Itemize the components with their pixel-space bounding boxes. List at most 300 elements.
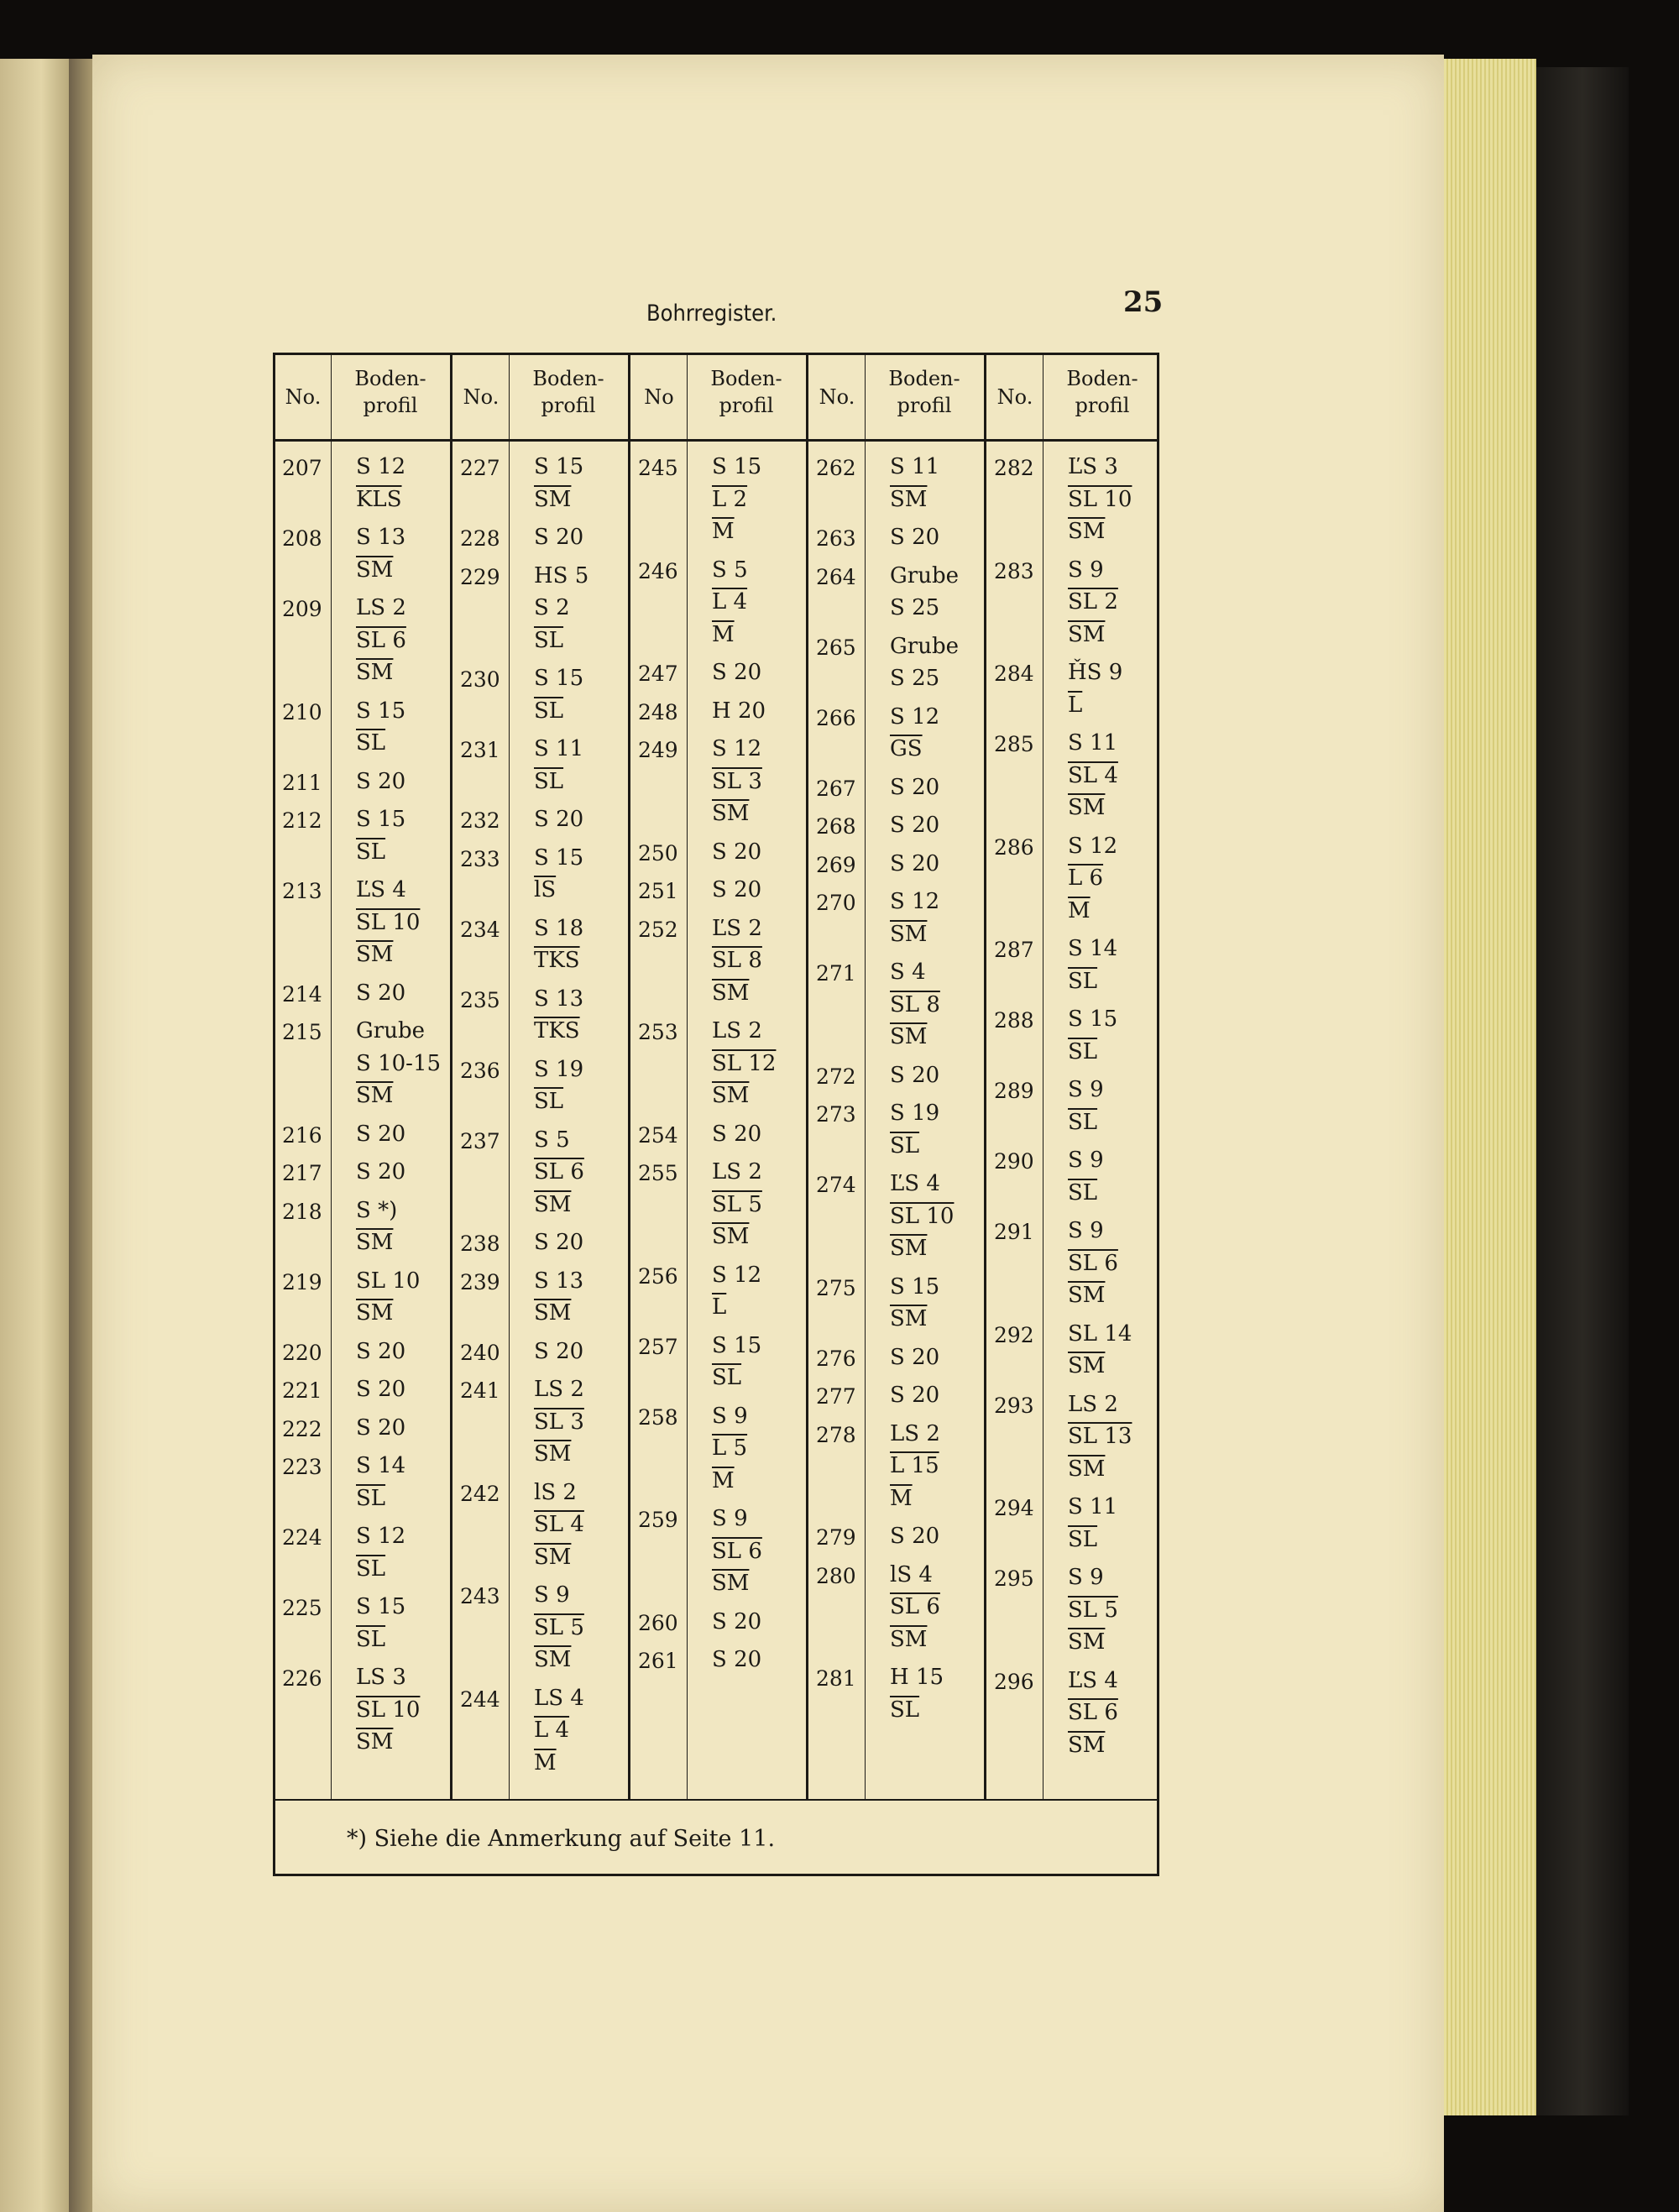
bodenprofil-entry: S 4	[890, 960, 926, 985]
bohrloch-number: 270	[816, 891, 856, 915]
bodenprofil-entry: ĽS 3	[1068, 454, 1118, 479]
column-rule	[628, 355, 630, 1799]
bohrloch-number: 234	[460, 917, 500, 942]
bodenprofil-entry: Grube	[356, 1018, 425, 1043]
bodenprofil-entry: SL 13	[1068, 1424, 1132, 1449]
bodenprofil-entry: SL 10	[1068, 486, 1132, 512]
bodenprofil-entry: S 20	[356, 1377, 406, 1402]
bodenprofil-entry: SL 12	[712, 1050, 777, 1076]
bodenprofil-entry: $\overline{M}$	[712, 621, 735, 647]
footnote: *) Siehe die Anmerkung auf Seite 11.	[347, 1826, 776, 1852]
bodenprofil-entry: S 20	[890, 850, 940, 876]
bodenprofil-entry: HS 5	[534, 562, 589, 588]
bodenprofil-entry: SL 5	[712, 1191, 762, 1217]
bodenprofil-entry: LS 2	[712, 1159, 762, 1184]
bodenprofil-entry: S 20	[356, 1415, 406, 1441]
bohrloch-number: 269	[816, 852, 856, 877]
bodenprofil-entry: $\overline{SM}$	[1068, 1629, 1106, 1655]
bodenprofil-entry: $\overline{SM}$	[356, 660, 394, 685]
bodenprofil-entry: S 15	[890, 1273, 940, 1299]
header-no: No	[644, 385, 674, 409]
bodenprofil-entry: S 20	[890, 525, 940, 550]
column-rule	[806, 355, 808, 1799]
bohrloch-number: 261	[638, 1649, 678, 1673]
bodenprofil-entry: ȞS 9	[1068, 660, 1123, 685]
bodenprofil-entry: S 11	[1068, 1494, 1118, 1519]
bodenprofil-entry: $\overline{SL}$	[1068, 1179, 1098, 1205]
bodenprofil-entry: SL 10	[356, 1697, 421, 1723]
bodenprofil-entry: $\overline{SL}$	[534, 627, 564, 653]
bohrloch-number: 245	[638, 456, 678, 480]
bohrloch-number: 276	[816, 1346, 856, 1371]
bodenprofil-entry: ĽS 4	[1068, 1667, 1118, 1693]
bohrloch-number: 230	[460, 667, 500, 692]
bohrloch-number: 242	[460, 1481, 500, 1506]
bohrloch-number: 279	[816, 1525, 856, 1550]
header-no: No.	[996, 385, 1033, 409]
bodenprofil-entry: $\overline{SM}$	[712, 1083, 750, 1108]
bodenprofil-entry: H 20	[712, 698, 766, 724]
bohrloch-number: 250	[638, 840, 678, 865]
bodenprofil-entry: S 9	[712, 1403, 748, 1429]
column-rule	[984, 355, 986, 1799]
bodenprofil-entry: $\overline{SM}$	[534, 1544, 572, 1570]
bohrloch-number: 213	[282, 879, 322, 903]
bohrloch-number: 235	[460, 987, 500, 1012]
bohrloch-number: 228	[460, 526, 500, 551]
bohrloch-number: 274	[816, 1173, 856, 1197]
bodenprofil-entry: S 11	[1068, 730, 1118, 756]
bohrloch-number: 247	[638, 662, 678, 686]
bodenprofil-entry: SL 6	[534, 1159, 584, 1184]
bodenprofil-entry: $\overline{M}$	[1068, 897, 1091, 923]
bohrregister-table	[273, 353, 1159, 1876]
bodenprofil-entry: $\overline{SM}$	[890, 1626, 928, 1652]
bodenprofil-entry: S 2	[534, 595, 570, 620]
bohrloch-number: 251	[638, 879, 678, 903]
bohrloch-number: 246	[638, 558, 678, 583]
bodenprofil-entry: LS 2	[356, 595, 406, 620]
bodenprofil-entry: $\overline{SL}$	[534, 1089, 564, 1114]
bohrloch-number: 287	[994, 938, 1034, 962]
bodenprofil-entry: SL 14	[1068, 1320, 1132, 1347]
bodenprofil-entry: SL 5	[1068, 1597, 1118, 1623]
header-bodenprofil: Boden- profil	[710, 367, 782, 418]
bohrloch-number: 229	[460, 564, 500, 589]
bodenprofil-entry: S 20	[890, 774, 940, 800]
bodenprofil-entry: S 20	[712, 839, 762, 865]
bodenprofil-entry: S 20	[890, 813, 940, 838]
bohrloch-number: 236	[460, 1058, 500, 1083]
page-stack-edge	[1444, 59, 1536, 2115]
bodenprofil-entry: SL 4	[1068, 762, 1118, 788]
bodenprofil-entry: S 13	[356, 525, 406, 550]
bodenprofil-entry: $\overline{SM}$	[890, 486, 928, 512]
bodenprofil-entry: S 12	[356, 1524, 406, 1549]
bodenprofil-entry: S 20	[890, 1524, 940, 1549]
bodenprofil-entry: SL 6	[890, 1594, 940, 1619]
bodenprofil-entry: S 20	[356, 1159, 406, 1184]
bohrloch-number: 225	[282, 1596, 322, 1620]
bodenprofil-entry: LS 2	[1068, 1391, 1118, 1417]
bohrloch-number: 281	[816, 1666, 856, 1691]
bodenprofil-entry: lS 4	[890, 1561, 933, 1587]
bohrloch-number: 293	[994, 1393, 1034, 1418]
bodenprofil-entry: S 20	[712, 1647, 762, 1672]
bodenprofil-entry: SL 8	[712, 948, 762, 973]
bohrloch-number: 221	[282, 1378, 322, 1403]
bohrloch-number: 239	[460, 1269, 500, 1294]
bodenprofil-entry: S 10-15	[356, 1050, 442, 1076]
bodenprofil-entry: SL 10	[356, 1268, 421, 1294]
bodenprofil-entry: $\overline{SM}$	[356, 1230, 394, 1255]
bodenprofil-entry: $\overline{SL}$	[1068, 1526, 1098, 1552]
bohrloch-number: 262	[816, 456, 856, 480]
bodenprofil-entry: $\overline{L}$	[1068, 692, 1083, 718]
bodenprofil-entry: $\overline{SL}$	[1068, 1109, 1098, 1135]
bodenprofil-entry: S 20	[534, 1338, 584, 1364]
header-no: No.	[819, 385, 855, 409]
bodenprofil-entry: ĽS 4	[890, 1171, 940, 1196]
bodenprofil-entry: $\overline{M}$	[534, 1749, 557, 1775]
bodenprofil-entry: $\overline{SM}$	[1068, 1283, 1106, 1308]
bodenprofil-entry: $\overline{SM}$	[534, 1300, 572, 1326]
bodenprofil-entry: S 15	[534, 845, 584, 871]
bohrloch-number: 263	[816, 526, 856, 551]
bohrloch-number: 243	[460, 1584, 500, 1608]
bodenprofil-entry: S 20	[356, 768, 406, 794]
bodenprofil-entry: ĽS 2	[712, 915, 762, 941]
bohrloch-number: 286	[994, 834, 1034, 860]
bodenprofil-entry: SL 10	[356, 909, 421, 935]
bodenprofil-entry: $\overline{KLS}$	[356, 486, 402, 512]
bohrloch-number: 294	[994, 1496, 1034, 1520]
bohrloch-number: 255	[638, 1161, 678, 1185]
bodenprofil-entry: $\overline{SL}$	[356, 839, 386, 865]
bodenprofil-entry: $\overline{SM}$	[534, 1191, 572, 1217]
bodenprofil-entry: S 13	[534, 1268, 584, 1294]
bohrloch-number: 283	[994, 558, 1034, 583]
bodenprofil-entry: LS 4	[534, 1685, 584, 1711]
bodenprofil-entry: S 15	[712, 454, 762, 479]
bohrloch-number: 272	[816, 1064, 856, 1089]
bohrloch-number: 295	[994, 1566, 1034, 1591]
bodenprofil-entry: $\overline{SM}$	[356, 557, 394, 583]
subcolumn-rule	[865, 355, 866, 1799]
bodenprofil-entry: LS 2	[712, 1018, 762, 1043]
bohrloch-number: 282	[994, 456, 1034, 480]
bodenprofil-entry: S 18	[534, 915, 584, 941]
bodenprofil-entry: $\overline{SM}$	[890, 1024, 928, 1049]
bodenprofil-entry: S 25	[890, 666, 940, 691]
bodenprofil-entry: $\overline{SL}$	[712, 1365, 742, 1390]
bohrloch-number: 233	[460, 846, 500, 871]
bohrloch-number: 284	[994, 662, 1034, 686]
bodenprofil-entry: Grube	[890, 633, 959, 659]
bodenprofil-entry: $\overline{SM}$	[1068, 795, 1106, 820]
bodenprofil-entry: $\overline{SM}$	[890, 1306, 928, 1331]
bohrloch-number: 208	[282, 526, 322, 551]
bohrloch-number: 268	[816, 814, 856, 839]
bohrloch-number: 280	[816, 1563, 856, 1588]
bodenprofil-entry: S 12	[712, 1262, 762, 1288]
bodenprofil-entry: S 15	[356, 698, 406, 724]
bodenprofil-entry: S 13	[534, 986, 584, 1012]
header-bodenprofil: Boden- profil	[354, 367, 426, 418]
bodenprofil-entry: S 5	[534, 1127, 570, 1153]
bodenprofil-entry: S 12	[356, 454, 406, 479]
bohrloch-number: 257	[638, 1334, 678, 1359]
bodenprofil-entry: $\overline{SM}$	[712, 980, 750, 1006]
bodenprofil-entry: $\overline{SL}$	[534, 698, 564, 724]
bodenprofil-entry: $\overline{SM}$	[1068, 1353, 1106, 1378]
bodenprofil-entry: S 19	[890, 1101, 940, 1126]
bodenprofil-entry: $\overline{L}$	[712, 1294, 727, 1320]
bodenprofil-entry: SL 6	[1068, 1250, 1118, 1276]
bohrloch-number: 265	[816, 635, 856, 660]
subcolumn-rule	[687, 355, 688, 1799]
bodenprofil-entry: $\overline{SM}$	[1068, 1732, 1106, 1758]
bodenprofil-entry: S 20	[890, 1062, 940, 1088]
bodenprofil-entry: $\overline{SM}$	[1068, 1456, 1106, 1482]
bohrloch-number: 264	[816, 564, 856, 589]
subcolumn-rule	[331, 355, 332, 1799]
bodenprofil-entry: S 9	[1068, 1565, 1104, 1590]
bohrloch-number: 209	[282, 597, 322, 621]
header-no: No.	[463, 385, 500, 409]
bodenprofil-entry: S 20	[890, 1383, 940, 1408]
bodenprofil-entry: $\overline{SM}$	[356, 1300, 394, 1326]
bodenprofil-entry: S 14	[356, 1453, 406, 1478]
bodenprofil-entry: S 25	[890, 595, 940, 620]
bodenprofil-entry: lS 2	[534, 1479, 577, 1505]
bodenprofil-entry: $\overline{SM}$	[356, 1729, 394, 1754]
bohrloch-number: 207	[282, 456, 322, 480]
bodenprofil-entry: $\overline{SM}$	[890, 921, 928, 947]
subcolumn-rule	[509, 355, 510, 1799]
bodenprofil-entry: $\overline{SM}$	[356, 1083, 394, 1108]
header-bodenprofil: Boden- profil	[888, 367, 960, 418]
bodenprofil-entry: $\overline{SL}$	[356, 1485, 386, 1511]
bohrloch-number: 249	[638, 738, 678, 762]
bodenprofil-entry: S 20	[356, 980, 406, 1006]
bodenprofil-entry: $\overline{SL}$	[356, 1556, 386, 1582]
bohrloch-number: 217	[282, 1161, 322, 1185]
bodenprofil-entry: $\overline{SL}$	[1068, 968, 1098, 994]
bodenprofil-entry: S 20	[712, 877, 762, 902]
header-no: No.	[285, 385, 322, 409]
bodenprofil-entry: SL 6	[1068, 1700, 1118, 1725]
bohrloch-number: 212	[282, 808, 322, 833]
bohrloch-number: 285	[994, 732, 1034, 756]
bodenprofil-entry: S 15	[356, 1594, 406, 1619]
bodenprofil-entry: S 9	[712, 1506, 748, 1531]
bodenprofil-entry: $\overline{GS}$	[890, 736, 923, 761]
bodenprofil-entry: L 15	[890, 1453, 939, 1478]
bodenprofil-entry: SL 8	[890, 991, 940, 1017]
bohrloch-number: 210	[282, 699, 322, 724]
bodenprofil-entry: S *)	[356, 1197, 398, 1223]
bohrloch-number: 223	[282, 1455, 322, 1479]
left-page-edge	[0, 59, 69, 2212]
bodenprofil-entry: $\overline{SL}$	[356, 1626, 386, 1652]
bodenprofil-entry: SL 10	[890, 1203, 955, 1229]
header-bodenprofil: Boden- profil	[1066, 367, 1138, 418]
bohrloch-number: 244	[460, 1686, 500, 1712]
bodenprofil-entry: S 11	[890, 454, 940, 479]
bodenprofil-entry: $\overline{SL}$	[534, 768, 564, 794]
bodenprofil-entry: S 9	[1068, 1218, 1104, 1243]
bohrloch-number: 254	[638, 1122, 678, 1148]
bohrloch-number: 216	[282, 1122, 322, 1148]
bodenprofil-entry: $\overline{M}$	[712, 519, 735, 544]
bohrloch-number: 260	[638, 1610, 678, 1635]
bodenprofil-entry: H 15	[890, 1665, 944, 1690]
bodenprofil-entry: $\overline{TKS}$	[534, 1018, 580, 1043]
bohrloch-number: 224	[282, 1525, 322, 1550]
bodenprofil-entry: $\overline{M}$	[890, 1485, 913, 1511]
bohrloch-number: 215	[282, 1020, 322, 1044]
bodenprofil-entry: $\overline{SM}$	[356, 942, 394, 967]
header-rule	[275, 439, 1157, 442]
bohrloch-number: 292	[994, 1322, 1034, 1347]
bodenprofil-entry: S 9	[1068, 557, 1104, 583]
bodenprofil-entry: S 20	[890, 1344, 940, 1370]
bohrloch-number: 277	[816, 1384, 856, 1409]
column-rule	[450, 355, 452, 1799]
bohrloch-number: 220	[282, 1340, 322, 1365]
bodenprofil-entry: $\overline{M}$	[712, 1467, 735, 1493]
bohrloch-number: 248	[638, 699, 678, 724]
bodenprofil-entry: $\overline{SL}$	[356, 730, 386, 756]
bodenprofil-entry: S 12	[712, 736, 762, 761]
bodenprofil-entry: ĽS 4	[356, 877, 406, 902]
page-number: 25	[1123, 285, 1164, 319]
bodenprofil-entry: $\overline{SM}$	[712, 1224, 750, 1249]
bodenprofil-entry: S 20	[534, 525, 584, 550]
bodenprofil-entry: S 14	[1068, 936, 1118, 961]
bohrloch-number: 231	[460, 738, 500, 762]
bodenprofil-entry: $\overline{lS}$	[534, 877, 557, 902]
bohrloch-number: 278	[816, 1422, 856, 1447]
footer-rule	[275, 1799, 1157, 1801]
bohrloch-number: 240	[460, 1340, 500, 1365]
bohrloch-number: 238	[460, 1232, 500, 1256]
bodenprofil-entry: $\overline{SL}$	[1068, 1038, 1098, 1064]
bodenprofil-entry: SL 6	[356, 627, 406, 653]
bodenprofil-entry: S 20	[712, 1121, 762, 1147]
running-head: Bohrregister.	[646, 301, 777, 327]
bodenprofil-entry: $\overline{SM}$	[712, 801, 750, 826]
bodenprofil-entry: $\overline{SM}$	[1068, 519, 1106, 544]
bodenprofil-entry: S 19	[534, 1056, 584, 1082]
bodenprofil-entry: L 6	[1068, 865, 1104, 891]
bohrloch-number: 273	[816, 1102, 856, 1127]
bodenprofil-entry: S 15	[534, 454, 584, 479]
bodenprofil-entry: S 15	[534, 666, 584, 691]
bodenprofil-entry: L 2	[712, 486, 748, 512]
bohrloch-number: 227	[460, 456, 500, 480]
bodenprofil-entry: SL 6	[712, 1538, 762, 1564]
bodenprofil-entry: S 20	[356, 1338, 406, 1364]
bohrloch-number: 232	[460, 808, 500, 833]
bodenprofil-entry: S 20	[534, 807, 584, 832]
book-gutter	[69, 59, 92, 2212]
bohrloch-number: 289	[994, 1079, 1034, 1103]
bohrloch-number: 241	[460, 1378, 500, 1403]
bohrloch-number: 219	[282, 1269, 322, 1294]
bohrloch-number: 267	[816, 776, 856, 801]
bodenprofil-entry: $\overline{SL}$	[890, 1132, 920, 1158]
bodenprofil-entry: S 5	[712, 557, 748, 583]
bohrloch-number: 271	[816, 961, 856, 986]
bohrloch-number: 211	[282, 770, 322, 795]
bodenprofil-entry: S 20	[534, 1230, 584, 1255]
bodenprofil-entry: S 15	[1068, 1007, 1118, 1032]
bodenprofil-entry: LS 2	[534, 1377, 584, 1402]
bohrloch-number: 290	[994, 1149, 1034, 1174]
bodenprofil-entry: L 5	[712, 1435, 748, 1461]
bodenprofil-entry: S 20	[712, 660, 762, 685]
bohrloch-number: 296	[994, 1669, 1034, 1694]
bodenprofil-entry: S 9	[1068, 1077, 1104, 1102]
bohrloch-number: 275	[816, 1275, 856, 1300]
bohrloch-number: 218	[282, 1199, 322, 1224]
bodenprofil-entry: S 12	[890, 703, 940, 729]
bohrloch-number: 259	[638, 1508, 678, 1532]
bohrloch-number: 256	[638, 1263, 678, 1289]
bodenprofil-entry: $\overline{SL}$	[890, 1697, 920, 1723]
bodenprofil-entry: S 12	[890, 889, 940, 914]
bohrloch-number: 237	[460, 1128, 500, 1153]
bodenprofil-entry: L 4	[712, 589, 748, 614]
bodenprofil-entry: SL 2	[1068, 589, 1118, 614]
bodenprofil-entry: $\overline{SM}$	[534, 1441, 572, 1467]
bodenprofil-entry: $\overline{SM}$	[712, 1571, 750, 1596]
bodenprofil-entry: Grube	[890, 562, 959, 588]
bohrloch-number: 222	[282, 1416, 322, 1441]
bodenprofil-entry: LS 2	[890, 1420, 940, 1446]
header-bodenprofil: Boden- profil	[532, 367, 604, 418]
bohrloch-number: 226	[282, 1666, 322, 1691]
bodenprofil-entry: $\overline{SM}$	[890, 1236, 928, 1261]
book-cover	[1536, 67, 1629, 2115]
bodenprofil-entry: S 20	[356, 1121, 406, 1147]
bodenprofil-entry: $\overline{SM}$	[534, 1647, 572, 1672]
bodenprofil-entry: SL 3	[534, 1409, 584, 1435]
bohrloch-number: 214	[282, 981, 322, 1007]
bodenprofil-entry: SL 3	[712, 768, 762, 794]
bodenprofil-entry: S 15	[356, 807, 406, 832]
bodenprofil-entry: $\overline{SM}$	[1068, 621, 1106, 647]
bohrloch-number: 252	[638, 917, 678, 942]
bodenprofil-entry: LS 3	[356, 1665, 406, 1690]
bodenprofil-entry: L 4	[534, 1718, 570, 1743]
bodenprofil-entry: S 15	[712, 1332, 762, 1358]
bodenprofil-entry: SL 4	[534, 1512, 584, 1537]
bohrloch-number: 288	[994, 1008, 1034, 1033]
bodenprofil-entry: $\overline{TKS}$	[534, 948, 580, 973]
bodenprofil-entry: S 11	[534, 736, 584, 761]
bodenprofil-entry: SL 5	[534, 1614, 584, 1640]
bodenprofil-entry: $\overline{SM}$	[534, 486, 572, 512]
bohrloch-number: 266	[816, 705, 856, 730]
bohrloch-number: 258	[638, 1404, 678, 1430]
bohrloch-number: 291	[994, 1220, 1034, 1244]
bodenprofil-entry: S 20	[712, 1608, 762, 1634]
bohrloch-number: 253	[638, 1020, 678, 1044]
bodenprofil-entry: S 12	[1068, 833, 1118, 859]
